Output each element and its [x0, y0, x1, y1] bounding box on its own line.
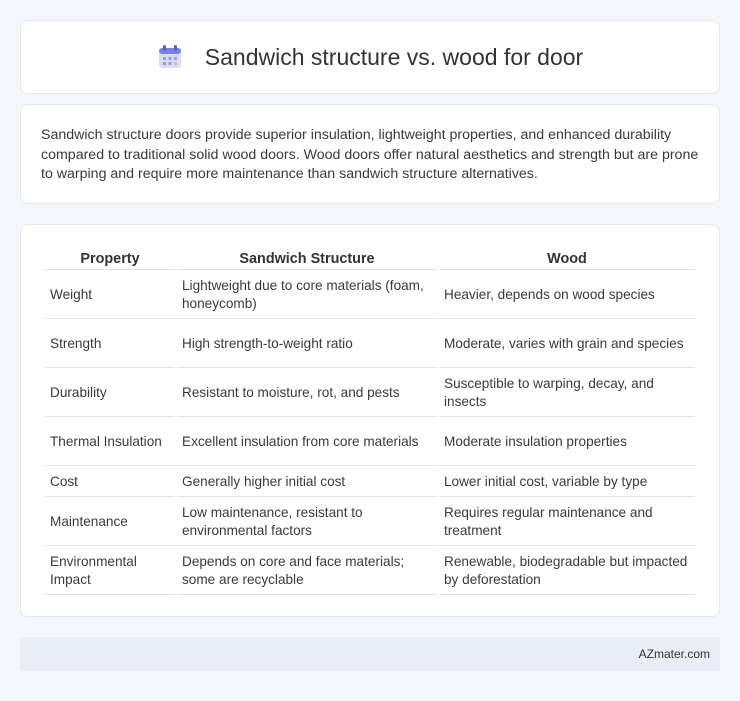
cell-property: Weight: [45, 272, 175, 319]
title-card: [20, 20, 720, 94]
table-row: [45, 272, 695, 319]
summary-text: Sandwich structure doors provide superior insulation, lightweight properties, and enhanced durability compared to traditional solid wood doors. Wood doors offer natural aesthetics and strength but are prone to warping and require more maintenance than sandwich structure alternatives.: [41, 127, 699, 182]
page-title: Sandwich structure vs. wood for door: [204, 43, 584, 70]
cell-wood: Moderate, varies with grain and species: [439, 321, 695, 368]
footer: [20, 637, 720, 671]
table-row: [45, 499, 695, 546]
cell-wood: Susceptible to warping, decay, and insects: [439, 370, 695, 417]
table-row: [45, 468, 695, 497]
header-wood: Wood: [439, 247, 695, 270]
cell-property: Thermal Insulation: [45, 419, 175, 466]
cell-sandwich: Generally higher initial cost: [177, 468, 437, 497]
table-row: [45, 548, 695, 595]
cell-wood: Lower initial cost, variable by type: [439, 468, 695, 497]
cell-property: Durability: [45, 370, 175, 417]
footer-brand[interactable]: AZmater.com: [638, 647, 710, 661]
header-property: Property: [45, 247, 175, 270]
summary-card: [20, 104, 720, 204]
cell-sandwich: Low maintenance, resistant to environmental factors: [177, 499, 437, 546]
table-row: [45, 419, 695, 466]
cell-wood: Heavier, depends on wood species: [439, 272, 695, 319]
cell-property: Environmental Impact: [45, 548, 175, 595]
table-row: [45, 370, 695, 417]
cell-sandwich: Depends on core and face materials; some are recyclable: [177, 548, 437, 595]
table-row: [45, 321, 695, 368]
header-sandwich-structure: Sandwich Structure: [177, 247, 437, 270]
cell-sandwich: Lightweight due to core materials (foam, honeycomb): [177, 272, 437, 319]
cell-sandwich: Resistant to moisture, rot, and pests: [177, 370, 437, 417]
comparison-table-card: [20, 224, 720, 617]
cell-wood: Renewable, biodegradable but impacted by deforestation: [439, 548, 695, 595]
calendar-icon: [157, 44, 183, 70]
cell-property: Maintenance: [45, 499, 175, 546]
table-header-row: [45, 247, 695, 270]
cell-property: Strength: [45, 321, 175, 368]
cell-wood: Moderate insulation properties: [439, 419, 695, 466]
cell-property: Cost: [45, 468, 175, 497]
cell-sandwich: Excellent insulation from core materials: [177, 419, 437, 466]
cell-sandwich: High strength-to-weight ratio: [177, 321, 437, 368]
comparison-table: [43, 245, 697, 597]
cell-wood: Requires regular maintenance and treatment: [439, 499, 695, 546]
